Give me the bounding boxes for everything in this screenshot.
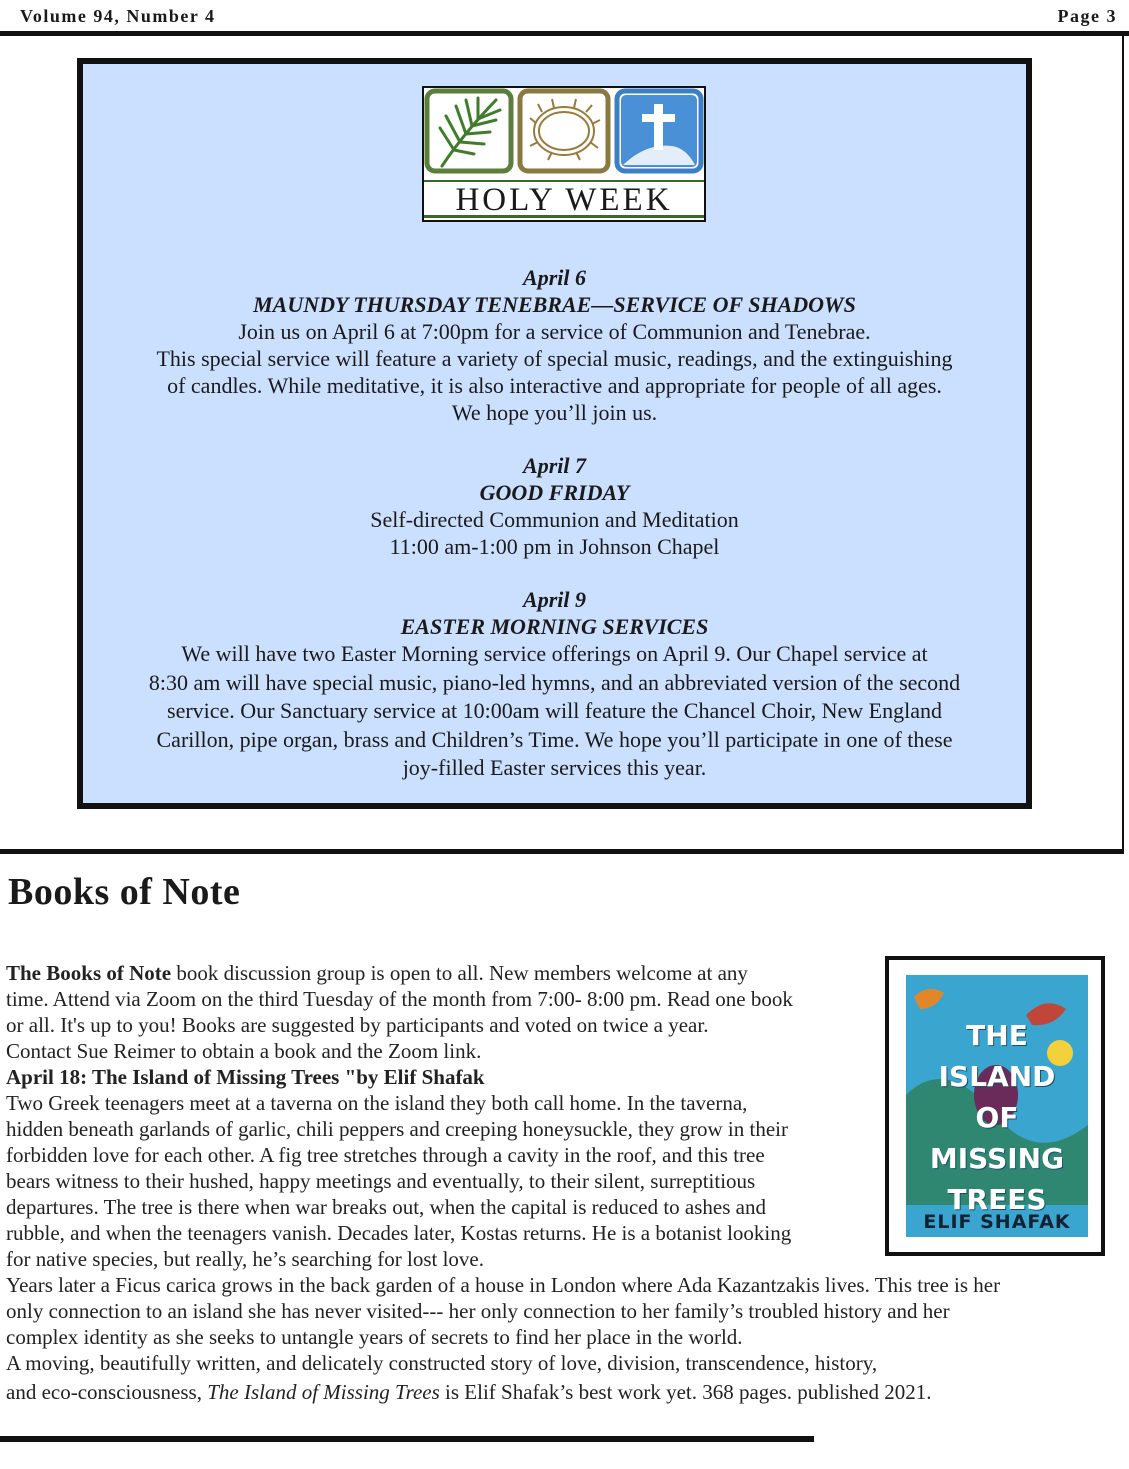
summary-line: rubble, and when the teenagers vanish. Decades later, Kostas returns. He is a botanist looking <box>6 1221 792 1245</box>
event-line: 11:00 am-1:00 pm in Johnson Chapel <box>389 534 720 559</box>
bottom-rule <box>0 1436 814 1442</box>
event-maundy-thursday <box>83 264 1026 426</box>
event-line: Carillon, pipe organ, brass and Children’s Time. We hope you’ll participate in one of these <box>156 726 953 752</box>
book-selection: April 18: The Island of Missing Trees "by Elif Shafak <box>6 1065 485 1089</box>
summary-line: Two Greek teenagers meet at a taverna on the island they both call home. In the taverna, <box>6 1091 748 1115</box>
book-cover-frame <box>885 956 1105 1256</box>
header-page-number: Page 3 <box>1057 6 1117 26</box>
holy-week-box <box>77 58 1032 809</box>
intro-line: or all. It's up to you! Books are suggested by participants and voted on twice a year. <box>6 1013 709 1037</box>
event-line: This special service will feature a variety of special music, readings, and the extinguishing <box>156 346 953 371</box>
intro-line: time. Attend via Zoom on the third Tuesday of the month from 7:00- 8:00 pm. Read one book <box>6 987 793 1011</box>
event-title: MAUNDY THURSDAY TENEBRAE—SERVICE OF SHADOWS <box>253 292 856 317</box>
later-line: only connection to an island she has never visited--- her only connection to her family’s troubled history and her <box>6 1299 950 1323</box>
later-line: complex identity as she seeks to untangle years of secrets to find her place in the world. <box>6 1325 743 1349</box>
event-line: service. Our Sanctuary service at 10:00am will feature the Chancel Choir, New England <box>167 698 942 723</box>
summary-line: departures. The tree is there when war breaks out, when the capital is reduced to ashes and <box>6 1195 766 1219</box>
intro-line: The Books of Note book discussion group is open to all. New members welcome at any <box>6 961 748 985</box>
event-date: April 6 <box>523 265 586 290</box>
event-line: joy-filled Easter services this year. <box>402 755 707 780</box>
book-title-italic: The Island of Missing Trees <box>207 1380 440 1404</box>
event-line: Join us on April 6 at 7:00pm for a service of Communion and Tenebrae. <box>238 319 871 344</box>
holy-week-schedule <box>83 264 1026 783</box>
holy-week-logo-text: HOLY WEEK <box>455 182 673 218</box>
event-line: We will have two Easter Morning service offerings on April 9. Our Chapel service at <box>181 641 928 666</box>
top-rule <box>0 31 1129 36</box>
intro-bold: The Books of Note <box>6 961 172 985</box>
later-line: Years later a Ficus carica grows in the back garden of a house in London where Ada Kazantzakis lives. This tree is her <box>6 1273 1001 1297</box>
books-of-note-heading: Books of Note <box>8 871 241 913</box>
event-title: EASTER MORNING SERVICES <box>400 614 709 639</box>
header-volume: Volume 94, Number 4 <box>20 6 216 26</box>
event-date: April 7 <box>523 453 586 478</box>
summary-line: hidden beneath garlands of garlic, chili peppers and creeping honeysuckle, they grow in their <box>6 1117 788 1141</box>
event-line: We hope you’ll join us. <box>451 400 658 425</box>
summary-line: for native species, but really, he’s searching for lost love. <box>6 1247 484 1271</box>
section-divider <box>0 849 1124 854</box>
book-cover-image <box>906 975 1088 1237</box>
holy-week-logo <box>422 86 706 222</box>
event-good-friday <box>83 452 1026 560</box>
closing-line: and eco-consciousness, The Island of Missing Trees is Elif Shafak’s best work yet. 368 pages. published 2021. <box>6 1380 932 1404</box>
book-cover-title: THE ISLAND OF MISSING TREES <box>929 1019 1065 1216</box>
event-line: Self-directed Communion and Meditation <box>370 507 739 532</box>
event-date: April 9 <box>523 587 586 612</box>
right-rule <box>1122 31 1124 853</box>
event-line: of candles. While meditative, it is also interactive and appropriate for people of all ages. <box>167 373 942 398</box>
event-easter-morning <box>83 586 1026 783</box>
event-title: GOOD FRIDAY <box>479 480 630 505</box>
summary-line: bears witness to their hushed, happy meetings and eventually, to their silent, surreptitious <box>6 1169 756 1193</box>
event-line: 8:30 am will have special music, piano-led hymns, and an abbreviated version of the second <box>148 669 961 695</box>
book-cover-author: ELIF SHAFAK <box>923 1211 1071 1233</box>
intro-line: Contact Sue Reimer to obtain a book and the Zoom link. <box>6 1039 482 1063</box>
later-line: A moving, beautifully written, and delicately constructed story of love, division, transcendence, history, <box>6 1351 878 1375</box>
summary-line: forbidden love for each other. A fig tree stretches through a cavity in the roof, and this tree <box>6 1143 765 1167</box>
